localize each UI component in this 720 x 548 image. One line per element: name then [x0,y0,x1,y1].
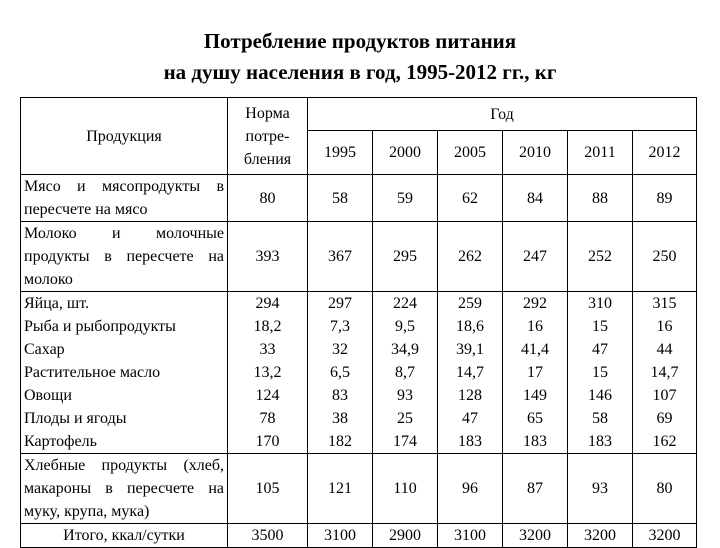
header-year: 2012 [633,131,697,175]
row-value: 93 [397,387,413,404]
header-year: 1995 [308,131,373,175]
group-year-col [503,292,568,454]
row-value: 183 [588,433,612,450]
title-line-2: на душу населения в год, 1995-2012 гг., кг [163,60,557,84]
row-value: 110 [373,454,438,524]
row-product-label: Сахар [24,341,65,358]
row-value: 315 [652,295,677,312]
group-norm [228,292,308,454]
row-value: 83 [332,387,348,404]
row-value: 58 [308,175,373,222]
row-value: 250 [633,222,697,292]
row-value: 80 [633,454,697,524]
row-product [21,454,228,524]
row-value: 47 [462,410,478,427]
row-value: 183 [458,433,482,450]
row-value: 17 [527,364,543,381]
group-products [21,292,228,454]
row-value: 146 [588,387,612,404]
row-norm: 393 [228,222,308,292]
consumption-table [20,97,697,548]
header-norm [228,98,308,175]
row-value: 295 [373,222,438,292]
title-line-1: Потребление продуктов питания [203,29,517,53]
row-value: 310 [588,295,612,312]
row-value: 7,3 [330,318,350,335]
row-value: 41,4 [521,341,549,358]
row-value: 149 [523,387,547,404]
row-norm: 80 [228,175,308,222]
row-value: 292 [523,295,547,312]
table-row-group [21,292,697,454]
group-year-col [373,292,438,454]
row-product-label: Плоды и ягоды [24,410,127,427]
total-row [21,524,697,548]
row-value: 34,9 [391,341,419,358]
row-value: 9,5 [395,318,415,335]
row-value: 6,5 [330,364,350,381]
row-product-label: Яйца, шт. [24,295,90,312]
row-value: 69 [656,410,673,427]
row-value: 262 [438,222,503,292]
total-norm: 3500 [228,524,308,548]
row-value: 16 [527,318,543,335]
header-norm-line-3: бления [243,150,292,168]
total-value: 3100 [438,524,503,548]
row-value: 39,1 [456,341,484,358]
row-product-label: Мясо и мясопродукты в пересчете на мясо [24,178,224,218]
row-value: 32 [332,341,348,358]
row-value: 121 [308,454,373,524]
group-year-col [633,292,697,454]
row-value: 174 [393,433,417,450]
row-value: 183 [523,433,547,450]
row-product [21,222,228,292]
row-value: 247 [503,222,568,292]
table-row [21,222,697,292]
row-value: 18,6 [456,318,484,335]
row-value: 58 [592,410,608,427]
group-year-col [568,292,633,454]
table-row [21,175,697,222]
row-value: 224 [393,295,417,312]
row-value: 16 [656,318,673,335]
row-value: 47 [592,341,608,358]
row-value: 14,7 [650,364,679,381]
header-norm-line-1: Норма [245,104,290,122]
row-norm: 170 [255,433,280,450]
row-value: 8,7 [395,364,415,381]
row-product [21,175,228,222]
row-norm: 33 [259,341,276,358]
row-value: 96 [438,454,503,524]
total-value: 2900 [373,524,438,548]
row-norm: 124 [255,387,280,404]
row-value: 162 [652,433,677,450]
row-value: 367 [308,222,373,292]
row-product-label: Растительное масло [24,364,161,381]
row-value: 93 [568,454,633,524]
row-product-label: Хлебные продукты (хлеб, макароны в пересчете на муку, крупа, мука) [24,457,224,520]
row-norm: 13,2 [253,364,282,381]
row-value: 59 [373,175,438,222]
group-year-col [438,292,503,454]
row-value: 88 [568,175,633,222]
header-year: 2010 [503,131,568,175]
header-year: 2011 [568,131,633,175]
table-row [21,454,697,524]
header-year-group [308,98,697,131]
row-value: 252 [568,222,633,292]
row-product-label: Овощи [24,387,72,404]
row-value: 128 [458,387,482,404]
row-value: 89 [633,175,697,222]
row-product-label: Молоко и молочные продукты в пересчете на молоко [24,225,224,288]
total-value: 3100 [308,524,373,548]
header-year: 2005 [438,131,503,175]
header-product [21,98,228,175]
row-value: 182 [328,433,352,450]
header-norm-line-2: потре- [245,127,290,145]
total-value: 3200 [633,524,697,548]
header-year: 2000 [373,131,438,175]
row-value: 15 [592,364,608,381]
row-value: 14,7 [456,364,484,381]
row-value: 84 [503,175,568,222]
row-value: 87 [503,454,568,524]
row-norm: 294 [255,295,280,312]
row-value: 297 [328,295,352,312]
total-value: 3200 [568,524,633,548]
row-value: 15 [592,318,608,335]
header-product-label: Продукция [86,127,162,145]
row-value: 25 [397,410,413,427]
row-value: 107 [652,387,677,404]
row-product-label: Рыба и рыбопродукты [24,318,176,335]
row-value: 62 [438,175,503,222]
row-norm: 78 [259,410,276,427]
document-title [0,26,720,88]
header-row-1 [21,98,697,131]
row-norm: 18,2 [253,318,282,335]
row-product-label: Картофель [24,433,97,450]
row-value: 38 [332,410,348,427]
row-norm: 105 [228,454,308,524]
total-value: 3200 [503,524,568,548]
group-year-col [308,292,373,454]
header-year-group-label: Год [490,105,514,123]
row-value: 65 [527,410,543,427]
total-label: Итого, ккал/сутки [21,524,228,548]
row-value: 259 [458,295,482,312]
row-value: 44 [656,341,673,358]
